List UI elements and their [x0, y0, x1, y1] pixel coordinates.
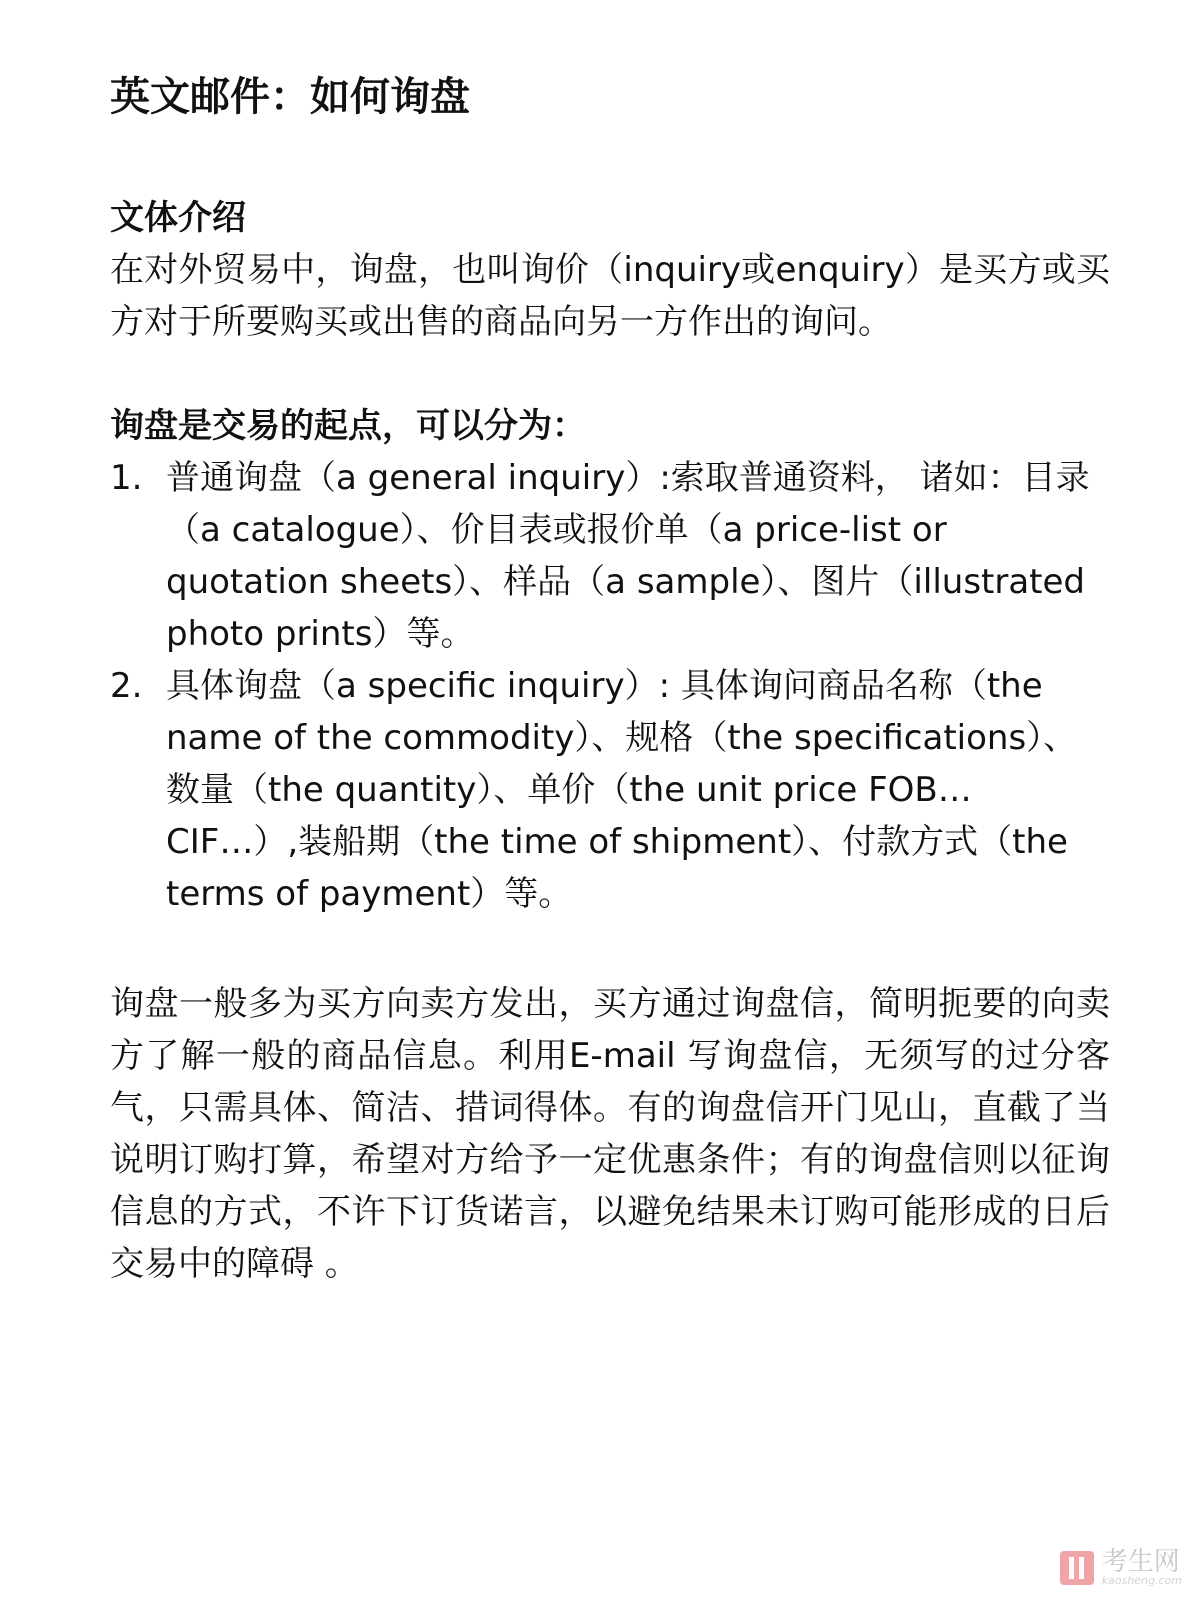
- watermark: [1060, 1549, 1182, 1586]
- list-item-text: 普通询盘（a general inquiry）:索取普通资料， 诸如：目录（a catalogue）、价目表或报价单（a price-list or quotation sheets）、样品（a sample）、图片（illustrated photo prints）等。: [166, 458, 1090, 654]
- intro-heading: 文体介绍: [110, 198, 246, 238]
- document-page: [110, 62, 1110, 1290]
- watermark-text: [1102, 1549, 1182, 1586]
- intro-section: [110, 192, 1110, 348]
- inquiry-types-section: [110, 400, 1110, 920]
- inquiry-types-heading: 询盘是交易的起点，可以分为：: [110, 406, 586, 446]
- spacer: [110, 920, 1110, 978]
- conclusion-paragraph: 询盘一般多为买方向卖方发出，买方通过询盘信，简明扼要的向卖方了解一般的商品信息。利用E-mail 写询盘信，无须写的过分客气，只需具体、简洁、措词得体。有的询盘信开门见山，直截了当说明订购打算，希望对方给予一定优惠条件；有的询盘信则以征询信息的方式，不许下订货诺言，以避免结果未订购可能形成的日后交易中的障碍 。: [110, 984, 1110, 1284]
- page-title: 英文邮件：如何询盘: [110, 74, 470, 120]
- inquiry-types-list: [110, 452, 1110, 920]
- list-item: [110, 660, 1110, 920]
- list-item-number: 1.: [110, 458, 143, 498]
- watermark-name: 考生网: [1101, 1547, 1180, 1577]
- spacer: [110, 132, 1110, 192]
- watermark-domain: kaosheng.com: [1101, 1574, 1182, 1587]
- list-item-text: 具体询盘（a specific inquiry）: 具体询问商品名称（the name of the commodity）、规格（the specifications）、数量（the quantity）、单价（the unit price FOB… CIF…）,装船期（the time of shipment）、付款方式（the terms of payment）等。: [166, 666, 1078, 914]
- kaosheng-logo-icon: [1060, 1551, 1094, 1585]
- spacer: [110, 348, 1110, 400]
- list-item: [110, 452, 1110, 660]
- intro-paragraph: 在对外贸易中，询盘，也叫询价（inquiry或enquiry）是买方或买方对于所要购买或出售的商品向另一方作出的询问。: [110, 250, 1110, 342]
- list-item-number: 2.: [110, 666, 143, 706]
